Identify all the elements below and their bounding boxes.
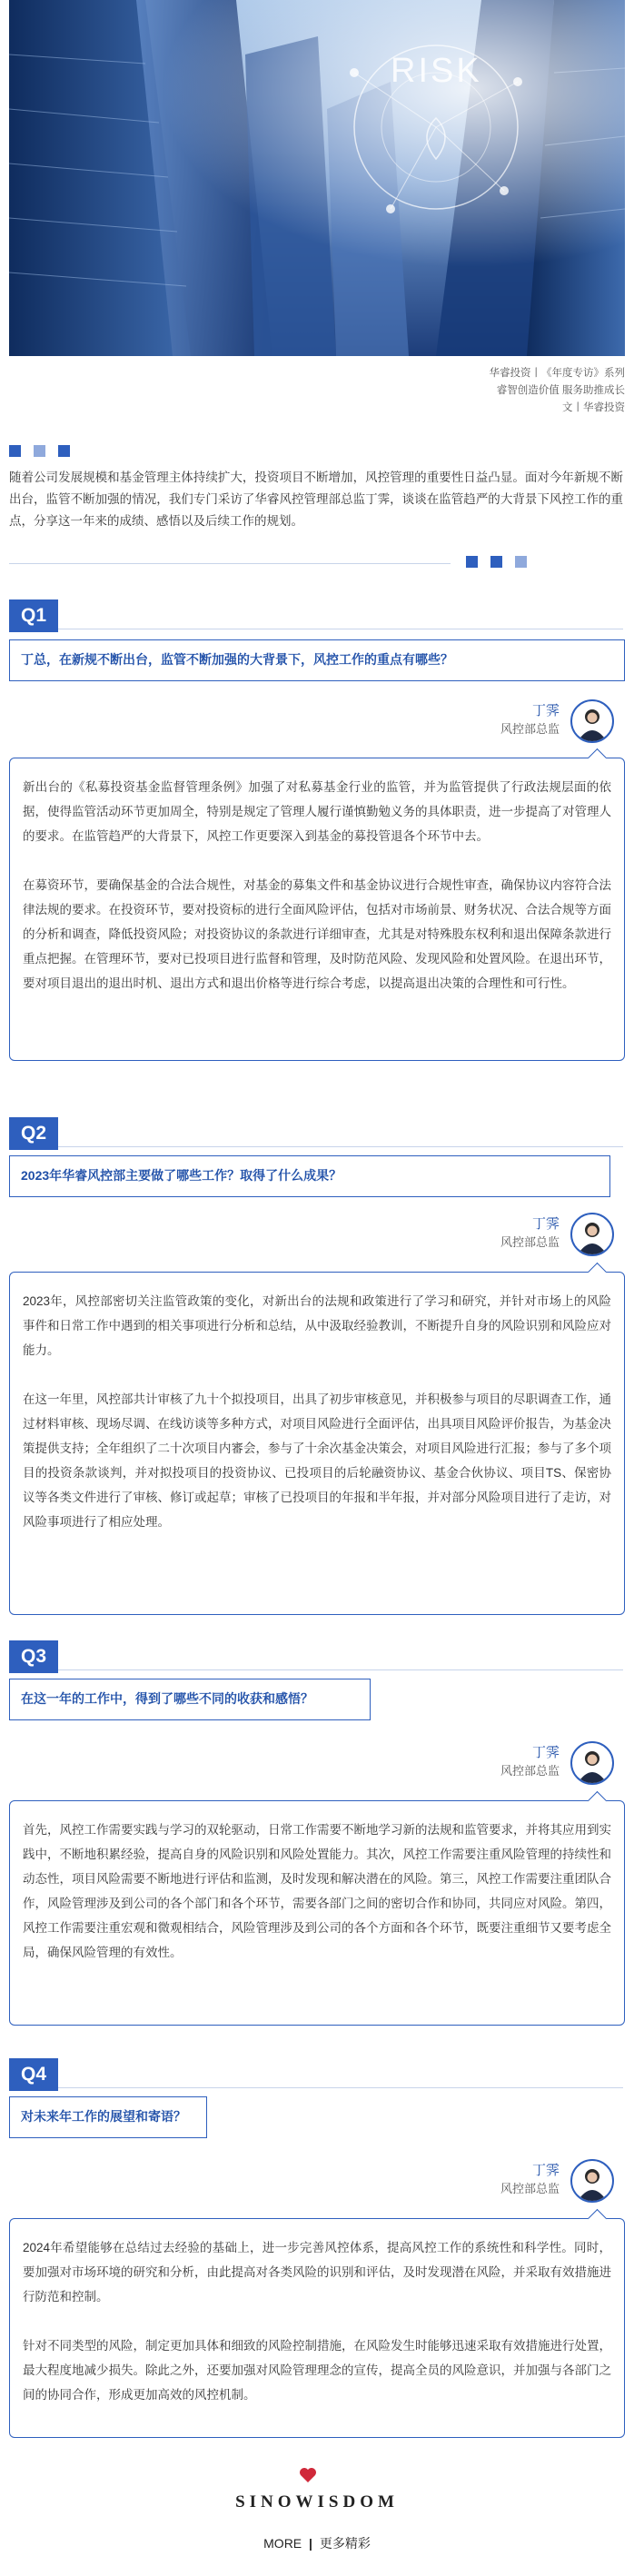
q4-question: 对未来年工作的展望和寄语？: [9, 2096, 207, 2138]
q2-answer-box: [9, 1272, 625, 1615]
intro-paragraph: 随着公司发展规模和基金管理主体持续扩大，投资项目不断增加，风控管理的重要性日益凸显。面对今年新规不断出台，监管不断加强的情况，我们专门采访了华睿风控管理部总监丁霁，谈谈在监管趋严的大背景下风控工作的重点，分享这一年来的成绩、感悟以及后续工作的规划。: [9, 471, 623, 528]
hero-risk-text: RISK: [391, 52, 482, 90]
q2-tag-line: [58, 1146, 623, 1147]
caption-series: 华睿投资丨《年度专访》系列: [489, 368, 625, 379]
intro-divider: [9, 563, 451, 564]
q3-answer-box: [9, 1800, 625, 2026]
q1-question: 丁总，在新规不断出台，监管不断加强的大背景下，风控工作的重点有哪些？: [9, 639, 625, 681]
avatar: [570, 1213, 614, 1256]
hero-image: [9, 0, 625, 356]
interviewee-name: 丁霁: [531, 703, 560, 718]
article-caption: [490, 365, 626, 417]
q3-interviewee: [500, 1744, 560, 1780]
interviewee-name: 丁霁: [531, 1216, 560, 1232]
q2-interviewee: [500, 1215, 560, 1252]
interviewee-name: 丁霁: [531, 2163, 560, 2178]
interviewee-name: 丁霁: [531, 1745, 560, 1760]
q3-question: 在这一年的工作中，得到了哪些不同的收获和感悟？: [9, 1679, 371, 1720]
avatar: [570, 699, 614, 743]
caption-slogan: 睿智创造价值 服务助推成长: [496, 385, 625, 396]
q4-interviewee: [500, 2162, 560, 2198]
q4-tag: Q4: [9, 2058, 58, 2091]
heart-icon: [299, 2467, 317, 2485]
interviewee-title: 风控部总监: [500, 2182, 560, 2195]
q1-answer-box: [9, 758, 625, 1061]
more-link[interactable]: [0, 2534, 634, 2552]
q2-question: 2023年华睿风控部主要做了哪些工作？取得了什么成果？: [9, 1155, 610, 1197]
more-separator: |: [309, 2536, 312, 2551]
q3-tag-line: [58, 1669, 623, 1670]
q4-tag-line: [58, 2087, 623, 2088]
deco-square: [515, 556, 527, 568]
q2-tag: Q2: [9, 1117, 58, 1150]
deco-square: [466, 556, 478, 568]
interviewee-title: 风控部总监: [500, 1235, 560, 1249]
more-label: MORE: [263, 2536, 302, 2551]
deco-square: [490, 556, 502, 568]
q3-tag: Q3: [9, 1640, 58, 1673]
q1-answer-paragraph-1: 新出台的《私募投资基金监督管理条例》加强了对私募基金行业的监管，并为监管提供了行政法规层面的依据，使得监管活动环节更加周全，特别是规定了管理人履行谨慎勤勉义务的具体职责，进一步提高了对管理人的要求。在监管趋严的大背景下，风控工作更要深入到基金的募投管退各个环节中去。: [23, 780, 611, 843]
q2-answer-paragraph-1: 2023年，风控部密切关注监管政策的变化，对新出台的法规和政策进行了学习和研究，并针对市场上的风险事件和日常工作中遇到的相关事项进行分析和总结，从中汲取经验教训，不断提升自身的风险识别和风险应对能力。: [23, 1294, 611, 1357]
q2-answer-paragraph-2: 在这一年里，风控部共计审核了九十个拟投项目，出具了初步审核意见，并积极参与项目的尽职调查工作，通过材料审核、现场尽调、在线访谈等多种方式，对项目风险进行全面评估，出具项目风险评价报告，为基金决策提供支持；全年组织了二十次项目内審会，参与了十余次基金决策会，对项目风险进行汇报；参与了多个项目的投资条款谈判，并对拟投项目的投资协议、已投项目的后轮融资协议、基金合伙协议、项目TS、保密协议等各类文件进行了审核、修订或起草；审核了已投项目的年报和半年报，并对部分风险项目进行了走访，对风险事项进行了相应处理。: [23, 1392, 611, 1529]
interviewee-title: 风控部总监: [500, 1764, 560, 1778]
interviewee-title: 风控部总监: [500, 722, 560, 736]
q1-interviewee: [500, 702, 560, 738]
q4-answer-paragraph-2: 针对不同类型的风险，制定更加具体和细致的风险控制措施，在风险发生时能够迅速采取有效措施进行处置，最大程度地减少损失。除此之外，还要加强对风险管理理念的宣传，提高全员的风险意识，并加强与各部门之间的协同合作，形成更加高效的风控机制。: [23, 2339, 611, 2402]
q1-answer-paragraph-2: 在募资环节，要确保基金的合法合规性，对基金的募集文件和基金协议进行合规性审查，确保协议内容符合法律法规的要求。在投资环节，要对投资标的进行全面风险评估，包括对市场前景、财务状况、合法合规等方面的分析和调查，降低投资风险；对投资协议的条款进行详细审查，尤其是对特殊股东权利和退出保障条款进行重点把握。在管理环节，要对已投项目进行监督和管理，及时防范风险、发现风险和处置风险。在退出环节，要对项目退出的退出时机、退出方式和退出价格等进行综合考虑，以提高退出决策的合理性和可行性。: [23, 878, 611, 990]
caption-author: 文丨华睿投资: [562, 402, 625, 413]
q1-tag: Q1: [9, 599, 58, 632]
avatar: [570, 2159, 614, 2203]
q4-answer-paragraph-1: 2024年希望能够在总结过去经验的基础上，进一步完善风控体系，提高风控工作的系统性和科学性。同时，要加强对市场环境的研究和分析，由此提高对各类风险的识别和评估，及时发现潜在风险，并采取有效措施进行防范和控制。: [23, 2241, 611, 2304]
avatar: [570, 1741, 614, 1785]
q4-answer-box: [9, 2218, 625, 2438]
hero-illustration: [9, 0, 625, 356]
more-text: 更多精彩: [319, 2536, 371, 2551]
brand-logo-text: SINOWISDOM: [235, 2492, 399, 2512]
q3-answer-paragraph-1: 首先，风控工作需要实践与学习的双轮驱动，日常工作需要不断地学习新的法规和监管要求，并将其应用到实践中，不断地积累经验，提高自身的风险识别和风险处置能力。其次，风控工作需要注重风险管理的持续性和动态性，项目风险需要不断地进行评估和监测，及时发现和解决潜在的风险。第三，风控工作需要注重团队合作，风险管理涉及到公司的各个部门和各个环节，需要各部门之间的密切合作和协同，共同应对风险。第四，风控工作需要注重宏观和微观相结合，风险管理涉及到公司的各个方面和各个环节，既要注重细节又要考虑全局，确保风险管理的有效性。: [23, 1823, 611, 1959]
